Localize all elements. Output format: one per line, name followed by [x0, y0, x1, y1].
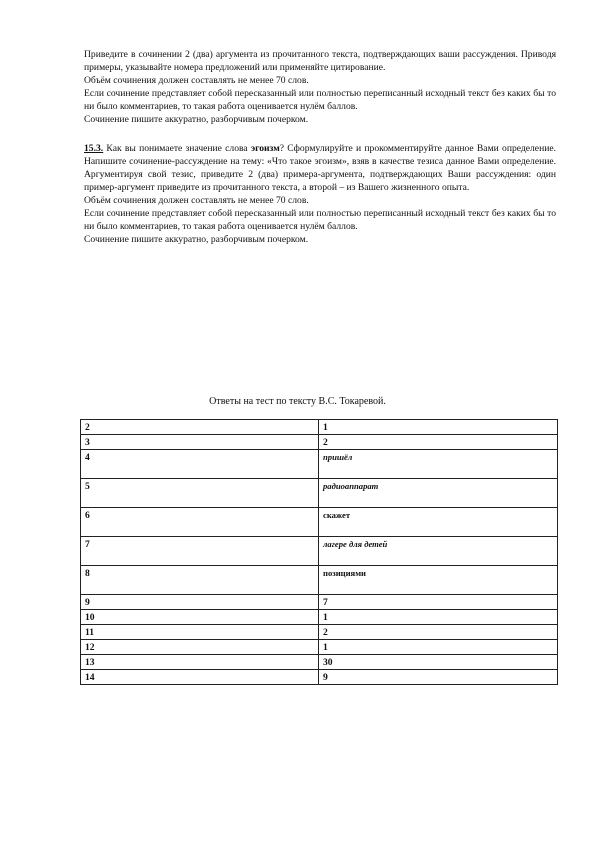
answer-cell: 2 — [319, 435, 558, 450]
answer-text: радиоаппарат — [323, 481, 379, 491]
question-number: 4 — [81, 450, 319, 479]
answer-cell — [319, 566, 558, 595]
table-row — [81, 640, 558, 655]
question-number: 2 — [81, 420, 319, 435]
answer-text: лагере для детей — [323, 539, 388, 549]
answer-text: пришёл — [323, 452, 353, 462]
question-number: 5 — [81, 479, 319, 508]
instruction-handwriting: Сочинение пишите аккуратно, разборчивым почерком. — [84, 114, 309, 125]
answer-cell — [319, 479, 558, 508]
answer-cell: 9 — [319, 670, 558, 685]
table-row — [81, 625, 558, 640]
instruction-retelling: Если сочинение представляет собой пересказанный или полностью переписанный исходный текст без каких бы то ни было комментариев, то такая работа оценивается нулём баллов. — [84, 88, 556, 112]
question-number: 8 — [81, 566, 319, 595]
table-row — [81, 420, 558, 435]
table-row — [81, 537, 558, 566]
question-number: 9 — [81, 595, 319, 610]
answer-cell: 30 — [319, 655, 558, 670]
answers-title: Ответы на тест по тексту В.С. Токаревой. — [209, 396, 386, 407]
instruction-volume: Объём сочинения должен составлять не менее 70 слов. — [84, 75, 309, 86]
answer-text: скажет — [323, 510, 351, 520]
question-number: 3 — [81, 435, 319, 450]
table-row — [81, 610, 558, 625]
answer-cell: 1 — [319, 420, 558, 435]
question-number: 12 — [81, 640, 319, 655]
answer-cell: 7 — [319, 595, 558, 610]
instruction-arguments: Приведите в сочинении 2 (два) аргумента из прочитанного текста, подтверждающих ваши рассуждения. Приводя примеры, указывайте номера предложений или применяйте цитирование. — [84, 49, 556, 73]
question-number: 6 — [81, 508, 319, 537]
table-row — [81, 566, 558, 595]
table-row — [81, 508, 558, 537]
task-handwriting: Сочинение пишите аккуратно, разборчивым почерком. — [84, 234, 309, 245]
task-number: 15.3. — [84, 143, 104, 154]
answer-cell — [319, 537, 558, 566]
task-lead: Как вы понимаете значение слова — [103, 143, 251, 154]
answer-cell: 1 — [319, 610, 558, 625]
answer-cell: 2 — [319, 625, 558, 640]
table-row — [81, 670, 558, 685]
task-volume: Объём сочинения должен составлять не менее 70 слов. — [84, 195, 309, 206]
question-number: 11 — [81, 625, 319, 640]
table-row — [81, 655, 558, 670]
table-row — [81, 435, 558, 450]
answer-cell — [319, 450, 558, 479]
assignment-text — [84, 48, 556, 246]
question-number: 7 — [81, 537, 319, 566]
question-number: 14 — [81, 670, 319, 685]
answer-cell: 1 — [319, 640, 558, 655]
question-number: 13 — [81, 655, 319, 670]
answers-table — [80, 419, 558, 685]
task-retelling: Если сочинение представляет собой пересказанный или полностью переписанный исходный текст без каких бы то ни было комментариев, то такая работа оценивается нулём баллов. — [84, 208, 556, 232]
table-row — [81, 595, 558, 610]
task-keyword: эгоизм — [250, 143, 280, 154]
question-number: 10 — [81, 610, 319, 625]
table-row — [81, 479, 558, 508]
table-row — [81, 450, 558, 479]
answer-cell — [319, 508, 558, 537]
task-rest: ? Сформулируйте и прокомментируйте данное Вами определение. Напишите сочинение-рассуждение на тему: «Что такое эгоизм», взяв в качестве тезиса данное Вами определение. Аргументируя свой тезис, приведите 2 (два) примера-аргумента, подтверждающих Ваши рассуждения: один пример-аргумент приведите из прочитанного текста, а второй – из Вашего жизненного опыта. — [84, 143, 556, 193]
task-15-3 — [84, 142, 556, 194]
answer-text: позициями — [323, 568, 367, 578]
